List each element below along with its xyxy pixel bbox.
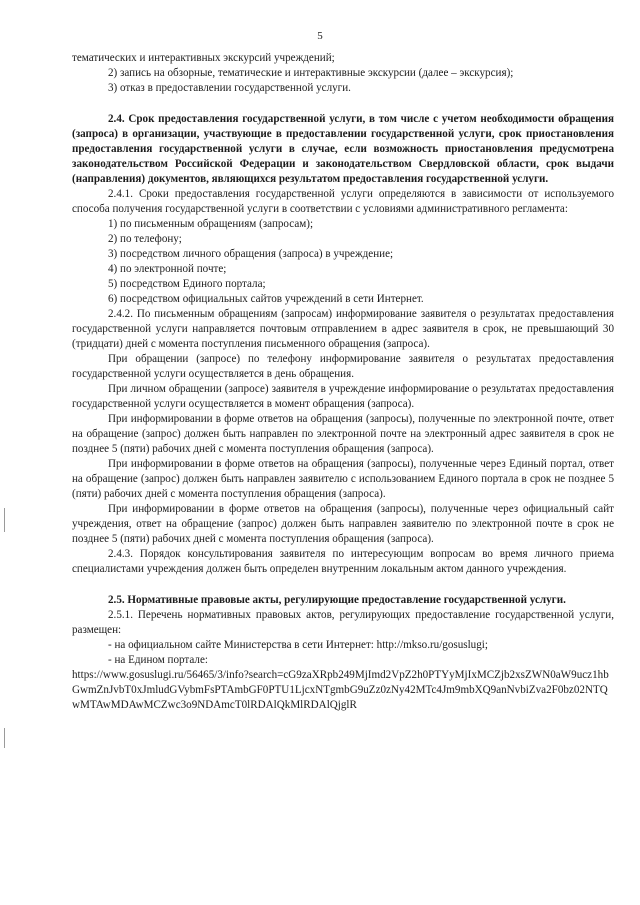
list-item: 4) по электронной почте; (108, 263, 227, 275)
list-item: 6) посредством официальных сайтов учреждений в сети Интернет. (108, 293, 424, 305)
portal-label: - на Едином портале: (108, 654, 208, 666)
section-2-5-heading: 2.5. Нормативные правовые акты, регулирующие предоставление государственной услуги. (108, 594, 566, 606)
list-item: 5) посредством Единого портала; (108, 278, 266, 290)
paragraph-2-4-2: 2.4.2. По письменным обращениям (запросам) информирование заявителя о результатах предоставления государственной услуги направляется почтовым отправлением в адрес заявителя в срок, не превышающий 30 (тридцати) дней с момента поступления письменного обращения (запроса). (72, 308, 614, 350)
intro-line: 3) отказ в предоставлении государственной услуги. (108, 82, 351, 94)
scan-margin-mark (4, 728, 5, 748)
paragraph-phone: При обращении (запросе) по телефону информирование заявителя о результатах предоставления государственной услуги осуществляется в день обращения. (72, 353, 614, 380)
intro-line: тематических и интерактивных экскурсий учреждений; (72, 52, 335, 64)
section-2-4-heading: 2.4. Срок предоставления государственной услуги, в том числе с учетом необходимости обращения (запроса) в организации, участвующие в предоставлении государственной услуги, срок приостановления предоставления государственной услуги в случае, если возможность приостановления предусмотрена законодательством Российской Федерации и законодательством Свердловской области, срок выдачи (направления) документов, являющихся результатом предоставления государственной услуги. (72, 113, 614, 185)
ministry-site-line: - на официальном сайте Министерства в сети Интернет: http://mkso.ru/gosuslugi; (108, 639, 488, 651)
list-item: 1) по письменным обращениям (запросам); (108, 218, 314, 230)
paragraph-2-5-1: 2.5.1. Перечень нормативных правовых актов, регулирующих предоставление государственной услуги, размещен: (72, 609, 614, 636)
paragraph-email: При информировании в форме ответов на обращения (запросы), полученные по электронной почте, ответ на обращение (запрос) должен быть направлен по электронной почте на электронный адрес заявителя в срок не позднее 5 (пяти) рабочих дней с момента поступления обращения (запроса). (72, 413, 614, 455)
document-body (72, 51, 614, 713)
intro-line: 2) запись на обзорные, тематические и интерактивные экскурсии (далее – экскурсия); (108, 67, 514, 79)
portal-url[interactable]: https://www.gosuslugi.ru/56465/3/info?search=cG9zaXRpb249MjImd2VpZ2h0PTYyMjIxMCZjb2xsZWN0aW9ucz1hbGwmZnJvbT0xJmludGVybmFsPTAmbGF0PTU1LjcxNTgmbG9uZz0zNy42MTc4Jm9mbXQ9anNvbiZva2F0bz02NTQwMTAwMDAwMCZwc3o9NDAmcT0lRDAlQkMlRDAlQjglR (72, 669, 609, 711)
list-item: 2) по телефону; (108, 233, 182, 245)
scan-margin-mark (4, 508, 5, 532)
paragraph-2-4-1: 2.4.1. Сроки предоставления государственной услуги определяются в зависимости от используемого способа получения государственной услуги в соответствии с условиями административного регламента: (72, 188, 614, 215)
page-number: 5 (317, 30, 323, 42)
paragraph-site: При информировании в форме ответов на обращения (запросы), полученные через официальный сайт учреждения, ответ на обращение (запрос) должен быть направлен заявителю по электронной почте в срок не позднее 5 (пяти) рабочих дней с момента поступления обращения (запроса). (72, 503, 614, 545)
paragraph-portal: При информировании в форме ответов на обращения (запросы), полученные через Единый портал, ответ на обращение (запрос) должен быть направлен заявителю с использованием Единого портала в срок не позднее 5 (пяти) рабочих дней с момента поступления обращения (запроса). (72, 458, 614, 500)
paragraph-2-4-3: 2.4.3. Порядок консультирования заявителя по интересующим вопросам во время личного приема специалистами учреждения должен быть определен внутренним локальным актом данного учреждения. (72, 548, 614, 575)
paragraph-personal: При личном обращении (запросе) заявителя в учреждение информирование о результатах предоставления государственной услуги осуществляется в момент обращения (запроса). (72, 383, 614, 410)
list-item: 3) посредством личного обращения (запроса) в учреждение; (108, 248, 394, 260)
